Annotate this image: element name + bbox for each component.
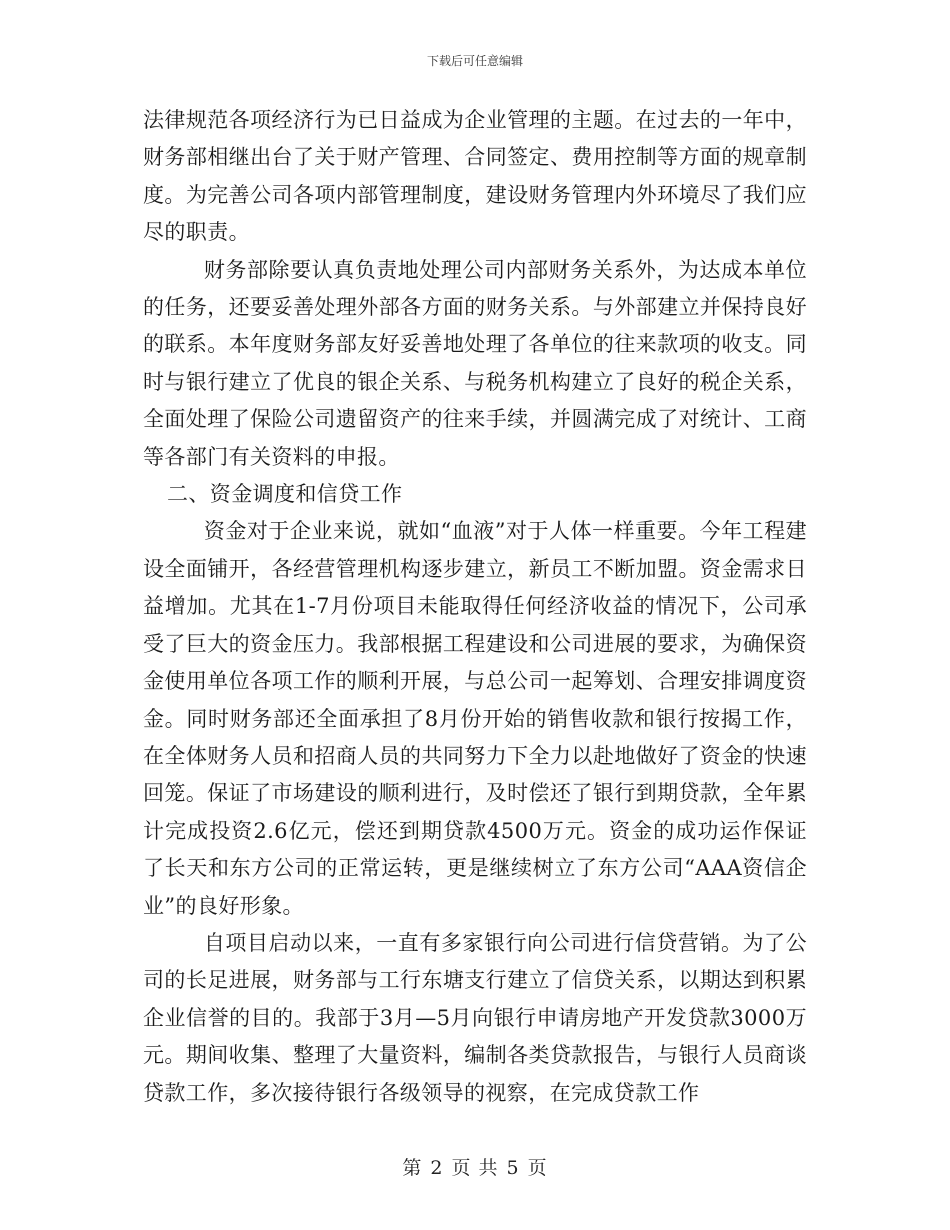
footer-total-pages: 5 (506, 1157, 520, 1179)
page-header: 下载后可任意编辑 (426, 54, 523, 68)
paragraph: 财务部除要认真负责地处理公司内部财务关系外，为达成本单位的任务，还要妥善处理外部各方面的财务关系。与外部建立并保持良好的联系。本年度财务部友好妥善地处理了各单位的往来款项的收支。同时与银行建立了优良的银企关系、与税务机构建立了良好的税企关系，全面处理了保险公司遗留资产的往来手续，并圆满完成了对统计、工商等各部门有关资料的申报。 (143, 257, 807, 469)
footer-middle: 页 共 (451, 1157, 499, 1179)
footer-prefix: 第 (402, 1157, 423, 1179)
paragraph: 资金对于企业来说，就如“血液”对于人体一样重要。今年工程建设全面铺开，各经营管理机构逐步建立，新员工不断加盟。资金需求日益增加。尤其在1-7月份项目未能取得任何经济收益的情况下，公司承受了巨大的资金压力。我部根据工程建设和公司进展的要求，为确保资金使用单位各项工作的顺利开展，与总公司一起筹划、合理安排调度资金。同时财务部还全面承担了8月份开始的销售收款和银行按揭工作，在全体财务人员和招商人员的共同努力下全力以赴地做好了资金的快速回笼。保证了市场建设的顺利进行，及时偿还了银行到期贷款，全年累计完成投资2.6亿元，偿还到期贷款4500万元。资金的成功运作保证了长天和东方公司的正常运转，更是继续树立了东方公司“AAA资信企业”的良好形象。 (143, 519, 807, 918)
footer-page-number: 2 (430, 1157, 444, 1179)
paragraph: 自项目启动以来，一直有多家银行向公司进行信贷营销。为了公司的长足进展，财务部与工行东塘支行建立了信贷关系，以期达到积累企业信誉的目的。我部于3月—5月向银行申请房地产开发贷款3000万元。期间收集、整理了大量资料，编制各类贷款报告，与银行人员商谈贷款工作，多次接待银行各级领导的视察，在完成贷款工作 (143, 930, 807, 1105)
document-body (143, 102, 807, 1112)
footer-suffix: 页 (527, 1157, 548, 1179)
paragraph-continuation: 法律规范各项经济行为已日益成为企业管理的主题。在过去的一年中，财务部相继出台了关于财产管理、合同签定、费用控制等方面的规章制度。为完善公司各项内部管理制度，建设财务管理内外环境尽了我们应尽的职责。 (143, 108, 807, 245)
page-footer (0, 1153, 950, 1180)
section-heading: 二、资金调度和信贷工作 (167, 482, 403, 507)
